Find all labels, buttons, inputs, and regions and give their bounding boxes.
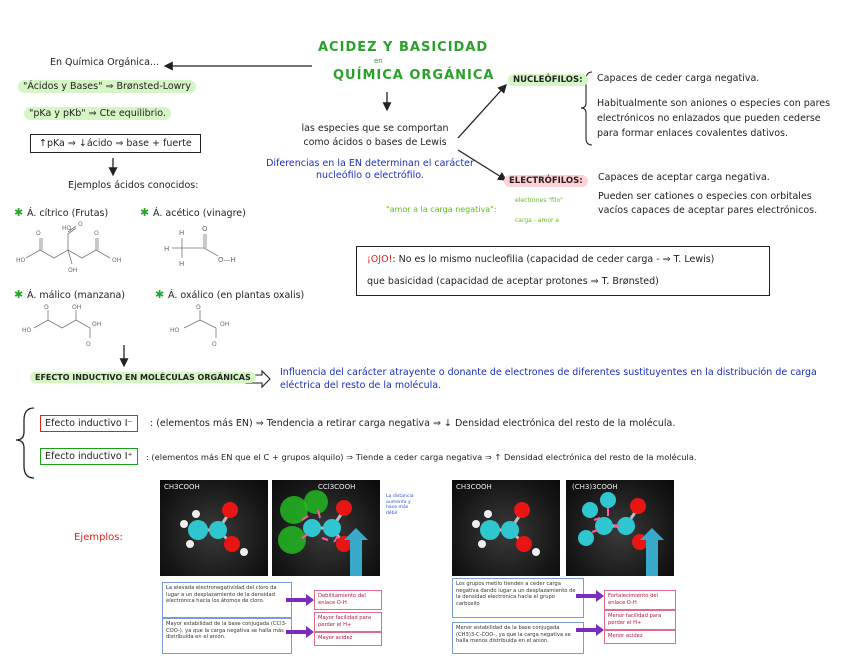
svg-text:H: H [179, 229, 185, 237]
svg-text:O: O [86, 341, 91, 348]
image-ch3cooh-right [452, 480, 560, 576]
ojo-line1 [367, 254, 714, 265]
svg-text:O: O [202, 225, 208, 233]
acetic-acid-structure [152, 220, 252, 282]
title-line1: ACIDEZ Y BASICIDAD [318, 40, 489, 55]
svg-text:OH: OH [112, 257, 122, 264]
molecule-model [272, 480, 380, 576]
mol-label: (CH3)3COOH [572, 483, 618, 491]
svg-text:OH: OH [92, 321, 102, 328]
acid-name: Á. acético (vinagre) [153, 208, 246, 219]
svg-text:HO: HO [62, 225, 72, 232]
inductive-header-desc: Influencia del carácter atrayente o donante de electrones de diferentes sustituyentes en la distribución de carga eléctrica del resto de la molécula. [280, 367, 817, 391]
star-icon: ✱ [155, 288, 169, 301]
ojo-line2: que basicidad (capacidad de aceptar protones ⇒ T. Brønsted) [367, 276, 659, 287]
star-icon: ✱ [14, 206, 28, 219]
lewis-text: las especies que se comportan como ácidos o bases de Lewis [301, 123, 449, 148]
molecule-model [160, 480, 268, 576]
svg-text:O: O [196, 304, 201, 311]
amor-text: "amor a la carga negativa": [386, 205, 497, 214]
purple-arrows-right [576, 588, 606, 638]
svg-text:OH: OH [220, 321, 230, 328]
left-result1: Debilitamiento del enlace O-H [314, 590, 382, 610]
acid-name: Á. oxálico (en plantas oxalis) [168, 290, 305, 301]
inductive-plus-label: Efecto inductivo I⁺ [40, 448, 138, 465]
image-tbutyl-cooh [566, 480, 674, 576]
left-result3: Mayor acidez [314, 632, 382, 646]
pka-rule-box: ↑pKa ⇒ ↓ácido ⇒ base + fuerte [30, 134, 201, 153]
purple-arrows-left [286, 592, 316, 640]
svg-text:O: O [44, 304, 49, 311]
citric-acid-structure [14, 220, 134, 282]
electrophiles-label: ELECTRÓFILOS: [504, 175, 588, 187]
examples-label: Ejemplos: [74, 532, 123, 543]
nuc-desc1: Capaces de ceder carga negativa. [597, 73, 760, 84]
elec-desc1: Capaces de aceptar carga negativa. [598, 172, 770, 183]
right-note2: Menor estabilidad de la base conjugada (CH3)3-C-COO-, ya que la carga negativa se halla menos distribuida en el anión. [452, 622, 584, 654]
mol-label: CH3COOH [164, 483, 200, 491]
svg-text:O: O [36, 230, 41, 237]
ojo-box [356, 246, 770, 296]
acid-acetic [140, 206, 246, 219]
left-note1: La elevada electronegatividad del cloro da lugar a un desplazamiento de la densidad electrónica hacia los átomos de cloro. [162, 582, 292, 618]
pka-text: "pKa y pKb" ⇒ Cte equilibrio. [24, 107, 171, 120]
title-line2: en [374, 57, 383, 65]
svg-text:HO: HO [170, 327, 180, 334]
inductive-header: EFECTO INDUCTIVO EN MOLÉCULAS ORGÁNICAS [30, 372, 256, 383]
molecule-model [452, 480, 560, 576]
amor-sub2: carga - amor a [515, 217, 560, 224]
svg-text:O: O [78, 221, 83, 228]
star-icon: ✱ [14, 288, 28, 301]
title-line3: QUÍMICA ORGÁNICA [333, 68, 495, 83]
inductive-minus-desc: : (elementos más EN) ⇒ Tendencia a retirar carga negativa ⇒ ↓ Densidad electrónica del resto de la molécula. [150, 418, 676, 429]
examples-title: Ejemplos ácidos conocidos: [68, 180, 199, 191]
amor-sub1: electrones "filo" [515, 197, 563, 204]
svg-text:H: H [179, 260, 185, 268]
svg-text:OH: OH [72, 304, 82, 311]
nucleophiles-label: NUCLEÓFILOS: [508, 74, 588, 86]
left-note2: Mayor estabilidad de la base conjugada (CCl3-COO-), ya que la carga negativa se halla más distribuida en el anión. [162, 618, 292, 654]
inductive-plus-desc: : (elementos más EN que el C + grupos alquilo) ⇒ Tiende a ceder carga negativa ⇒ ↑ Densidad electrónica del resto de la molécula. [146, 452, 697, 462]
svg-text:O: O [94, 230, 99, 237]
ojo-line1-text: : No es lo mismo nucleofilia (capacidad de ceder carga - ⇒ T. Lewis) [392, 254, 715, 265]
tip-text: La distancia aumenta y hace más débil [386, 494, 414, 516]
left-result2: Mayor facilidad para perder el H+ [314, 612, 382, 632]
mol-label: CCl3COOH [318, 483, 356, 491]
acid-citric [14, 206, 108, 219]
acid-malic [14, 288, 125, 301]
svg-text:H: H [164, 245, 170, 253]
image-ch3cooh-left [160, 480, 268, 576]
ojo-label: ¡OJO! [367, 254, 393, 265]
oxalic-acid-structure [168, 302, 258, 348]
acid-name: Á. cítrico (Frutas) [27, 208, 109, 219]
acid-oxalic [155, 288, 304, 301]
nuc-desc2: Habitualmente son aniones o especies con pares electrónicos no enlazados que pueden cederse para formar enlaces covalentes dativos. [597, 98, 831, 139]
malic-acid-structure [20, 302, 120, 348]
acid-name: Á. málico (manzana) [27, 290, 125, 301]
acids-bases-text: "Ácidos y Bases" ⇒ Brønsted-Lowry [18, 80, 196, 93]
svg-text:O: O [212, 341, 217, 348]
intro-text: En Química Orgánica... [50, 57, 159, 68]
svg-text:HO: HO [16, 257, 26, 264]
svg-text:OH: OH [68, 267, 78, 274]
right-result3: Menor acidez [604, 630, 676, 644]
image-ccl3cooh [272, 480, 380, 576]
elec-desc2: Pueden ser cationes o especies con orbitales vacíos capaces de aceptar pares electrónicos. [598, 191, 818, 216]
svg-text:HO: HO [22, 327, 32, 334]
en-difference-text: Diferencias en la EN determinan el carácter nucleófilo o electrófilo. [266, 158, 474, 181]
inductive-minus-label: Efecto inductivo I⁻ [40, 415, 138, 432]
right-result2: Menor facilidad para perder el H+ [604, 610, 676, 630]
molecule-model [566, 480, 674, 576]
right-note1: Los grupos metilo tienden a ceder carga negativa dando lugar a un desplazamiento de la densidad electrónica hacia el grupo carboxilo [452, 578, 584, 618]
mol-label: CH3COOH [456, 483, 492, 491]
star-icon: ✱ [140, 206, 154, 219]
right-result1: Fortalecimiento del enlace O-H [604, 590, 676, 610]
svg-text:O—H: O—H [218, 256, 236, 264]
